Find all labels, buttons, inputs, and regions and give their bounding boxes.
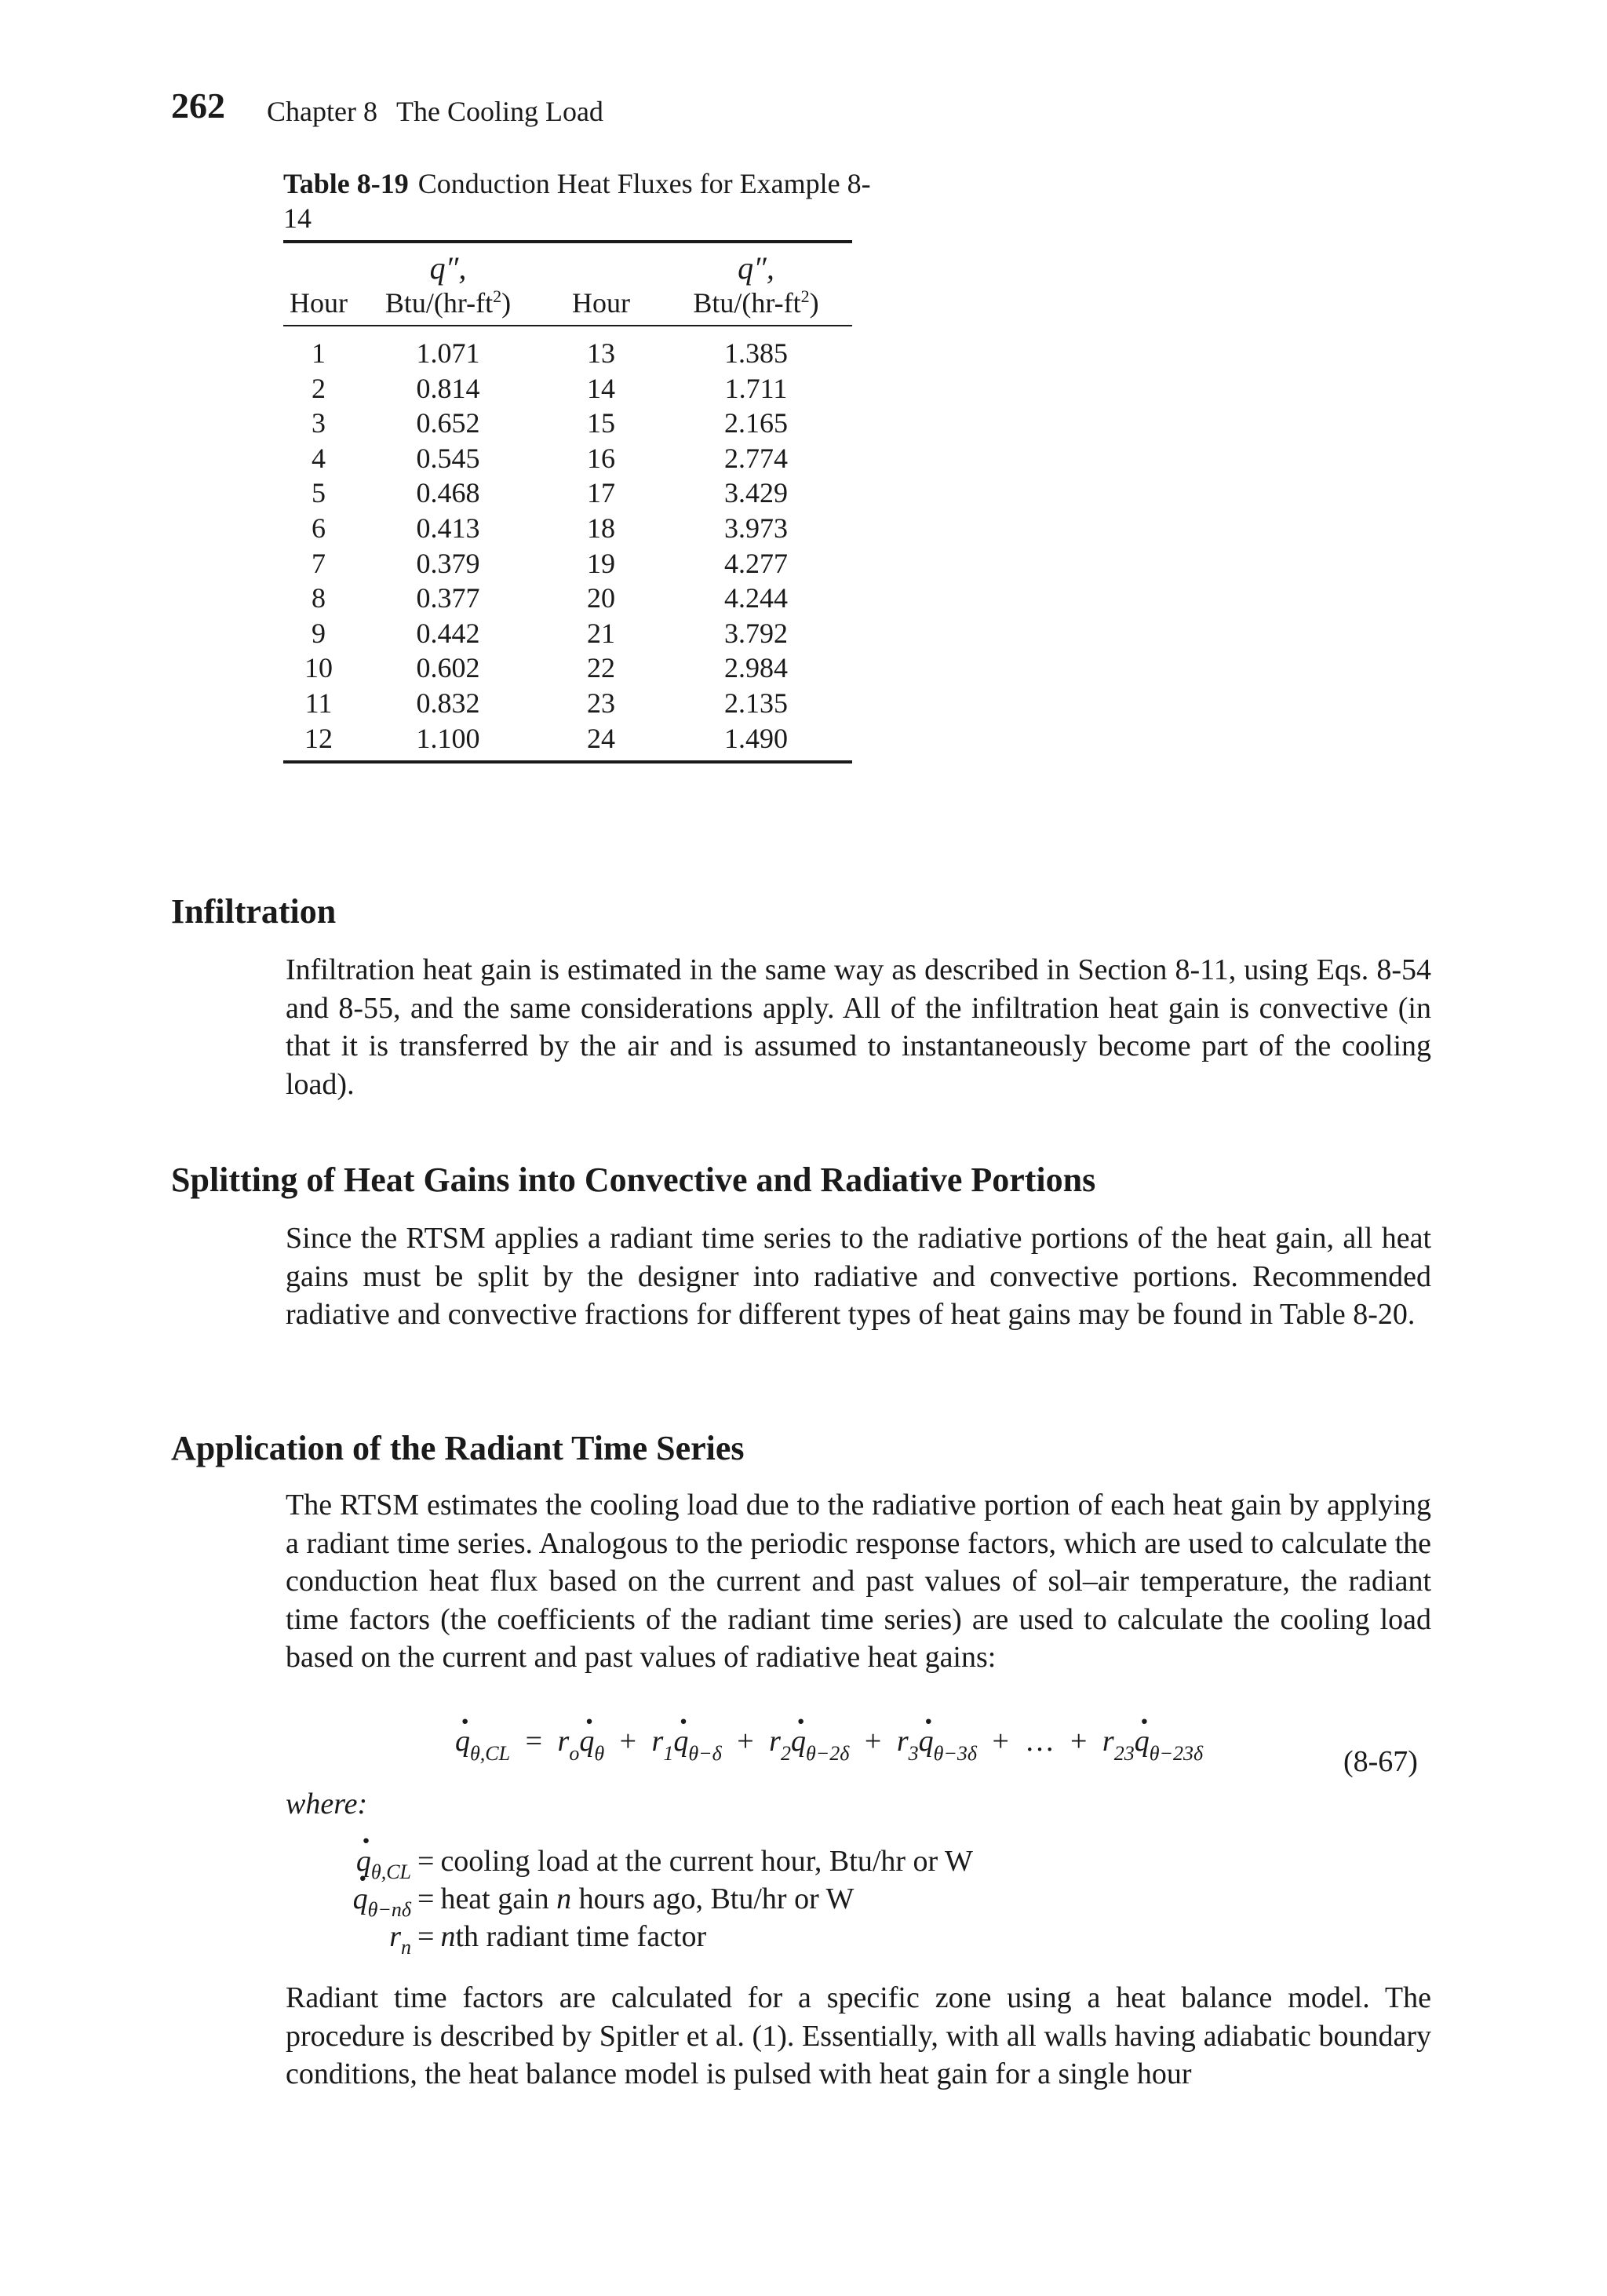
table-row: [283, 476, 852, 511]
hour-column-header: Hour: [542, 286, 660, 326]
flux-cell: 4.277: [724, 547, 788, 579]
table-row: [283, 511, 852, 546]
definition-radiant-factor: $r_n$ = nth radiant time factor: [286, 1918, 1227, 1955]
section-heading-infiltration: Infiltration: [171, 892, 337, 931]
flux-cell: 0.468: [416, 477, 480, 509]
flux-symbol-header: q″,: [738, 250, 774, 286]
flux-unit-header: Btu/$(hr-ft^2)$: [660, 286, 852, 326]
flux-cell: 2.984: [724, 652, 788, 684]
hour-cell: 24: [542, 721, 660, 763]
hour-cell: 10: [304, 652, 333, 684]
table-row: [283, 546, 852, 581]
hour-cell: 22: [587, 652, 615, 684]
flux-cell: 2.135: [724, 687, 788, 719]
where-label: where:: [286, 1788, 368, 1820]
definition-text: nth radiant time factor: [440, 1920, 707, 1953]
hour-cell: 15: [587, 407, 615, 439]
definition-heat-gain: · $q_{\theta-n\delta}$ = heat gain n hours ago, Btu/hr or W: [286, 1880, 1227, 1918]
definition-text: heat gain n hours ago, Btu/hr or W: [440, 1882, 855, 1915]
hour-cell: 19: [587, 547, 615, 579]
table-title: Conduction Heat Fluxes for Example 8-14: [283, 168, 871, 234]
paragraph-infiltration: Infiltration heat gain is estimated in the same way as described in Section 8-11, using Eqs. 8-54 and 8-55, and the same considerations apply. All of the infiltration heat gain is convective (in that it is transferred by the air and is assumed to instantaneously become part of the cooling load).: [286, 953, 1431, 1101]
hour-cell: 6: [312, 512, 326, 544]
hour-cell: 1: [312, 337, 326, 369]
flux-unit-header: Btu/$(hr-ft^2)$: [354, 286, 542, 326]
paragraph-splitting: Since the RTSM applies a radiant time series to the radiative portions of the heat gain, all heat gains must be split by the designer into radiative and convective portions. Recommended radiative and convective fractions for different types of heat gains may be found in Table 8-20.: [286, 1222, 1431, 1332]
flux-cell: 2.774: [724, 442, 788, 474]
flux-cell: 0.652: [416, 407, 480, 439]
table-row: [283, 721, 852, 763]
header-spacer: [542, 243, 660, 286]
variable-definitions: [286, 1842, 1227, 1959]
flux-cell: 0.377: [416, 582, 480, 614]
table-row: [283, 616, 852, 651]
flux-cell: 0.442: [416, 617, 480, 649]
table-row: [283, 686, 852, 721]
hour-cell: 16: [587, 442, 615, 474]
hour-cell: 3: [312, 407, 326, 439]
hour-cell: 5: [312, 477, 326, 509]
table-row: [283, 441, 852, 476]
hour-cell: 18: [587, 512, 615, 544]
conduction-heat-flux-table: [283, 240, 852, 764]
flux-cell: 1.100: [354, 721, 542, 763]
table-body: [283, 326, 852, 762]
flux-cell: 3.973: [724, 512, 788, 544]
hour-cell: 20: [587, 582, 615, 614]
hour-cell: 2: [312, 372, 326, 404]
hour-column-header: Hour: [283, 286, 354, 326]
table-caption: [283, 166, 880, 235]
flux-cell: 0.814: [416, 372, 480, 404]
table-row: [283, 371, 852, 406]
flux-symbol-header: q″,: [429, 250, 467, 286]
hour-cell: 21: [587, 617, 615, 649]
hour-cell: 13: [587, 337, 615, 369]
hour-cell: 23: [587, 687, 615, 719]
flux-cell: 1.711: [724, 372, 788, 404]
table-label: Table 8-19: [283, 168, 409, 199]
table-row: [283, 326, 852, 371]
hour-cell: 8: [312, 582, 326, 614]
flux-cell: 0.379: [416, 547, 480, 579]
hour-cell: 17: [587, 477, 615, 509]
flux-cell: 0.413: [416, 512, 480, 544]
chapter-label: Chapter 8: [267, 96, 377, 127]
flux-cell: 3.429: [724, 477, 788, 509]
flux-cell: 1.071: [416, 337, 480, 369]
definition-term: · $q_{\theta,CL}$: [286, 1842, 411, 1880]
paragraph-radiant-factors: Radiant time factors are calculated for a specific zone using a heat balance model. The procedure is described by Spitler et al. (1). Essentially, with all walls having adiabatic boundary conditions, the heat balance model is pulsed with heat gain for a single hour: [286, 1981, 1431, 2091]
chapter-title: The Cooling Load: [395, 96, 603, 127]
definition-term: · $q_{\theta-n\delta}$: [286, 1880, 411, 1918]
definition-cooling-load: · $q_{\theta,CL}$ = cooling load at the current hour, Btu/hr or W: [286, 1842, 1227, 1880]
hour-cell: 14: [587, 372, 615, 404]
definition-text: cooling load at the current hour, Btu/hr or W: [440, 1845, 973, 1878]
hour-cell: 4: [312, 442, 326, 474]
definition-term: $r_n$: [389, 1920, 411, 1959]
flux-cell: 1.490: [660, 721, 852, 763]
flux-cell: 1.385: [724, 337, 788, 369]
paragraph-application: The RTSM estimates the cooling load due to the radiative portion of each heat gain by applying a radiant time series. Analogous to the periodic response factors, which are used to calculate the conduction heat flux based on the current and past values of sol–air temperature, the radiant time factors (the coefficients of the radiant time series) are used to calculate the cooling load based on the current and past values of radiative heat gains:: [286, 1489, 1431, 1675]
page-number: 262: [171, 86, 225, 126]
flux-cell: 2.165: [724, 407, 788, 439]
header-spacer: [283, 243, 354, 286]
table-row: [283, 581, 852, 616]
hour-cell: 12: [283, 721, 354, 763]
table-row: [283, 406, 852, 441]
flux-cell: 0.832: [416, 687, 480, 719]
equation-8-67: · $q_{\theta,CL} = r_o\cdot q_\theta + r_1\cdot q_{\theta-\delta} + r_2\cdot q_{\theta-2\delta} + r_3\cdot q_{\theta-3\delta}$ + … + $r_{23}\cdot q_{\theta-23\delta}$: [455, 1726, 1203, 1756]
running-header: [267, 97, 603, 126]
section-heading-splitting: Splitting of Heat Gains into Convective and Radiative Portions: [171, 1161, 1096, 1199]
section-heading-application: Application of the Radiant Time Series: [171, 1429, 745, 1467]
flux-cell: 3.792: [724, 617, 788, 649]
flux-cell: 0.602: [416, 652, 480, 684]
equation-number: (8-67): [1343, 1745, 1418, 1778]
flux-cell: 0.545: [416, 442, 480, 474]
hour-cell: 9: [312, 617, 326, 649]
flux-cell: 4.244: [724, 582, 788, 614]
hour-cell: 11: [304, 687, 333, 719]
hour-cell: 7: [312, 547, 326, 579]
table-row: [283, 651, 852, 686]
